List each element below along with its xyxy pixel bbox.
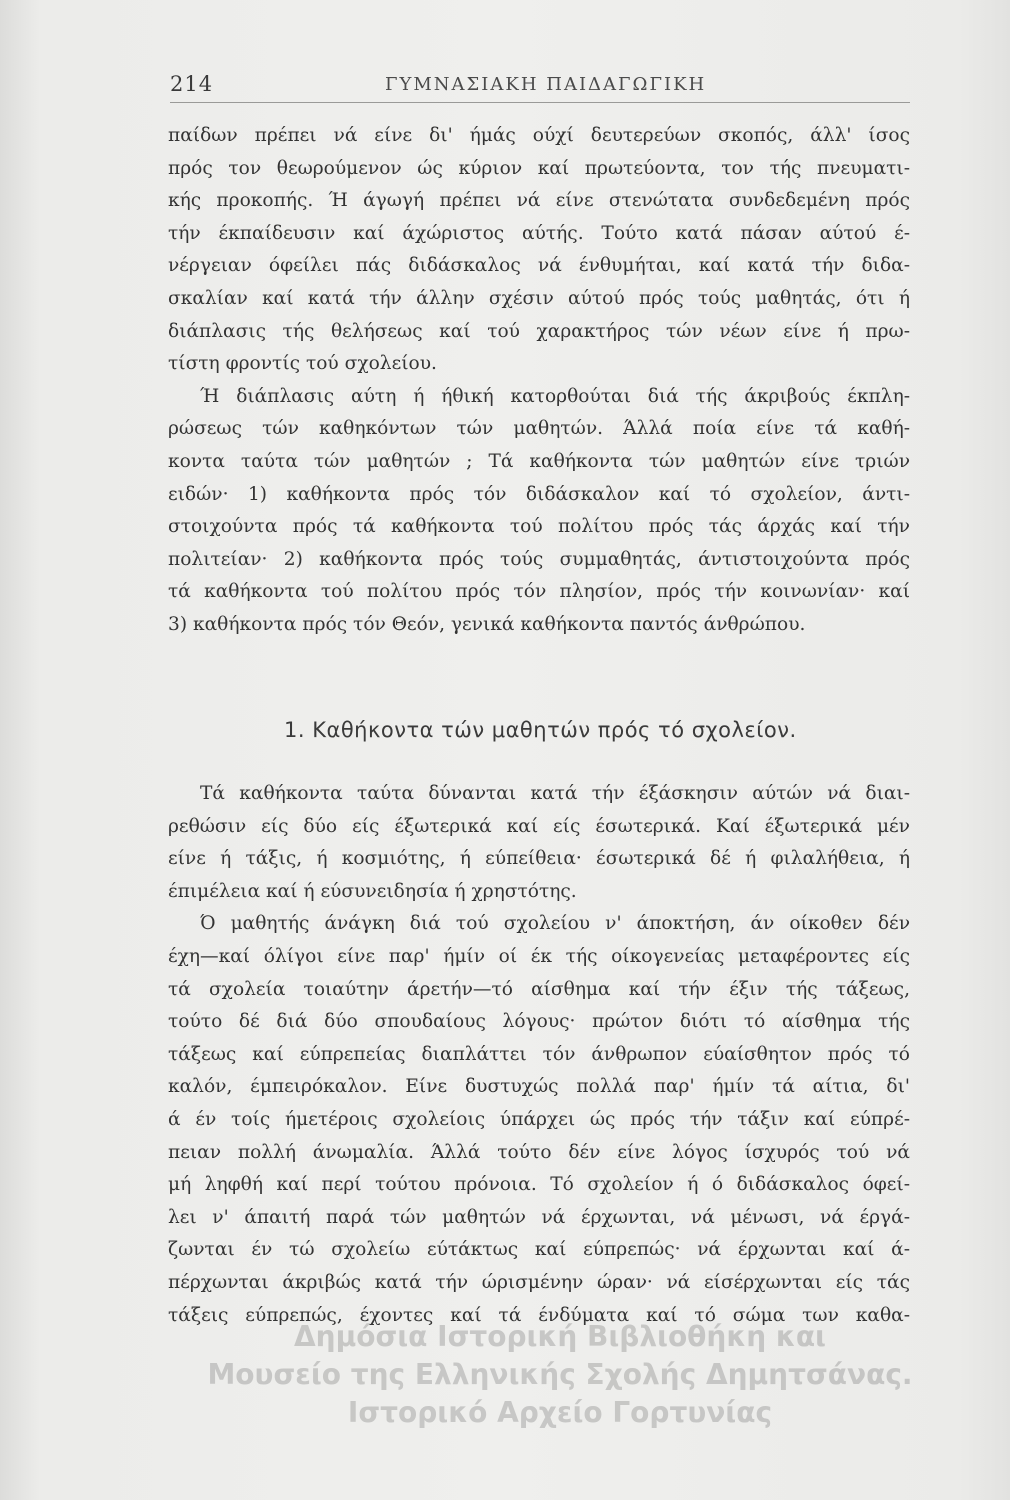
text-line: στοιχούντα πρός τά καθήκοντα τού πολίτου πρός τάς άρχάς καί τήν (168, 516, 910, 538)
text-line: τάξεις εύπρεπώς, έχοντες καί τά ένδύματα καί τό σώμα των καθα- (168, 1304, 910, 1326)
text-line: νέργειαν όφείλει πάς διδάσκαλος νά ένθυμήται, καί κατά τήν διδα- (168, 255, 910, 277)
text-line: πειαν πολλή άνωμαλία. Άλλά τούτο δέν είνε λόγος ίσχυρός τού νά (168, 1141, 910, 1163)
text-line: ειδών· 1) καθήκοντα πρός τόν διδάσκαλον καί τό σχολείον, άντι- (168, 483, 910, 505)
body-text-top (168, 120, 910, 642)
body-text-section (168, 778, 910, 1332)
running-title: ΓΥΜΝΑΣΙΑΚΗ ΠΑΙΔΑΓΩΓΙΚΗ (385, 74, 707, 95)
text-line: κής προκοπής. Ή άγωγή πρέπει νά είνε στενώτατα συνδεδεμένη πρός (168, 190, 910, 212)
text-line: τάξεως καί εύπρεπείας διαπλάττει τόν άνθρωπον εύαίσθητον πρός τό (168, 1043, 910, 1065)
text-line: πρός τον θεωρούμενον ώς κύριον καί πρωτεύοντα, τον τής πνευματι- (168, 157, 910, 179)
text-line: Ό μαθητής άνάγκη διά τού σχολείου ν' άποκτήση, άν οίκοθεν δέν (200, 913, 910, 935)
text-line: είνε ή τάξις, ή κοσμιότης, ή εύπείθεια· έσωτερικά δέ ή φιλαλήθεια, ή (168, 848, 910, 870)
text-line: πέρχωνται άκριβώς κατά τήν ώρισμένην ώραν· νά είσέρχωνται είς τάς (168, 1271, 910, 1293)
watermark-line: Δημόσια Ιστορική Βιβλιοθήκη και (294, 1320, 826, 1353)
section-title: 1. Καθήκοντα τών μαθητών πρός τό σχολείον. (284, 718, 797, 742)
page-header (170, 66, 910, 103)
text-line: παίδων πρέπει νά είνε δι' ήμάς ούχί δευτερεύων σκοπός, άλλ' ίσος (168, 125, 910, 146)
watermark-line: Ιστορικό Αρχείο Γορτυνίας (347, 1396, 773, 1429)
text-line: ζωνται έν τώ σχολείω εύτάκτως καί εύπρεπώς· νά έρχωνται καί ά- (168, 1239, 910, 1261)
page-number: 214 (170, 72, 214, 96)
text-line: τήν έκπαίδευσιν καί άχώριστος αύτής. Τούτο κατά πάσαν αύτού έ- (168, 222, 910, 244)
text-line: μή ληφθή καί περί τούτου πρόνοια. Τό σχολείον ή ό διδάσκαλος όφεί- (168, 1174, 910, 1196)
text-line: σκαλίαν καί κατά τήν άλλην σχέσιν αύτού πρός τούς μαθητάς, ότι ή (168, 287, 910, 309)
text-line: Τά καθήκοντα ταύτα δύνανται κατά τήν έξάσκησιν αύτών νά διαι- (200, 783, 910, 804)
text-line: έπιμέλεια καί ή εύσυνειδησία ή χρηστότης. (168, 880, 577, 902)
text-line: πολιτείαν· 2) καθήκοντα πρός τούς συμμαθητάς, άντιστοιχούντα πρός (168, 548, 910, 570)
text-line: καλόν, έμπειρόκαλον. Είνε δυστυχώς πολλά παρ' ήμίν τά αίτια, δι' (168, 1076, 910, 1098)
text-line: τούτο δέ διά δύο σπουδαίους λόγους· πρώτον διότι τό αίσθημα τής (168, 1011, 910, 1033)
text-line: ρώσεως τών καθηκόντων τών μαθητών. Άλλά ποία είνε τά καθή- (168, 418, 910, 440)
text-line: λει ν' άπαιτή παρά τών μαθητών νά έρχωνται, νά μένωσι, νά έργά- (168, 1206, 910, 1228)
text-line: κοντα ταύτα τών μαθητών ; Τά καθήκοντα τών μαθητών είνε τριών (168, 450, 910, 472)
text-line: τά σχολεία τοιαύτην άρετήν—τό αίσθημα καί τήν έξιν τής τάξεως, (168, 978, 910, 1000)
text-line: διάπλασις τής θελήσεως καί τού χαρακτήρος τών νέων είνε ή πρω- (168, 320, 910, 342)
text-line: έχη—καί όλίγοι είνε παρ' ήμίν οί έκ τής οίκογενείας μεταφέροντες είς (168, 945, 910, 967)
text-line: τά καθήκοντα τού πολίτου πρός τόν πλησίον, πρός τήν κοινωνίαν· καί (168, 581, 910, 603)
library-watermark (160, 1318, 960, 1432)
text-line: ρεθώσιν είς δύο είς έξωτερικά καί είς έσωτερικά. Καί έξωτερικά μέν (168, 815, 910, 837)
text-line: Ή διάπλασις αύτη ή ήθική κατορθούται διά τής άκριβούς έκπλη- (200, 385, 910, 407)
text-line: τίστη φροντίς τού σχολείου. (168, 353, 437, 375)
text-line: 3) καθήκοντα πρός τόν Θεόν, γενικά καθήκοντα παντός άνθρώπου. (168, 613, 806, 635)
watermark-line: Μουσείο της Ελληνικής Σχολής Δημητσάνας. (207, 1358, 913, 1391)
text-line: ά έν τοίς ήμετέροις σχολείοις ύπάρχει ώς πρός τήν τάξιν καί εύπρέ- (168, 1108, 910, 1130)
